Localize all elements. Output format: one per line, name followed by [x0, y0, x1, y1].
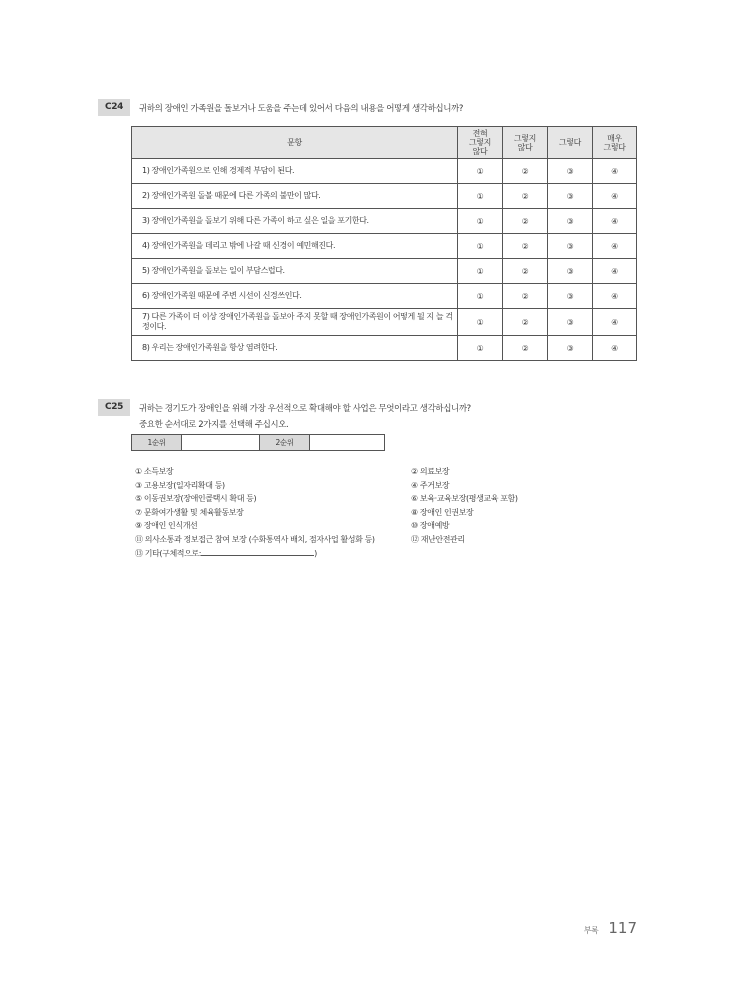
table-header-row — [132, 127, 637, 159]
option-item: ④ 주거보장 — [411, 480, 450, 490]
option-1[interactable]: ① — [458, 184, 503, 209]
option-3[interactable]: ③ — [548, 234, 593, 259]
option-4[interactable]: ④ — [593, 309, 637, 336]
table-row — [132, 259, 637, 284]
option-2[interactable]: ② — [503, 259, 548, 284]
row-text: 1) 장애인가족원으로 인해 경제적 부담이 된다. — [132, 159, 458, 184]
page-footer — [584, 919, 637, 937]
option-2[interactable]: ② — [503, 336, 548, 361]
table-row — [132, 209, 637, 234]
row-text: 3) 장애인가족원을 돌보기 위해 다른 가족이 하고 싶은 일을 포기한다. — [132, 209, 458, 234]
option-4[interactable]: ④ — [593, 336, 637, 361]
row-text: 7) 다른 가족이 더 이상 장애인가족원을 돌보아 주지 못할 때 장애인가족원이 어떻게 될 지 늘 걱정이다. — [132, 309, 458, 336]
question-text-c24: 귀하의 장애인 가족원을 돌보거나 도움을 주는데 있어서 다음의 내용을 어떻게 생각하십니까? — [139, 104, 463, 114]
option-item: ⑩ 장애예방 — [411, 521, 450, 530]
option-other — [135, 546, 375, 561]
option-item: ⑥ 보육·교육보장(평생교육 포함) — [411, 494, 518, 503]
option-item: ⑪ 의사소통과 정보접근 참여 보장 (수화통역사 배치, 점자사업 활성화 등) — [135, 534, 375, 544]
option-2[interactable]: ② — [503, 309, 548, 336]
row-text: 5) 장애인가족원을 돌보는 일이 부담스럽다. — [132, 259, 458, 284]
option-3[interactable]: ③ — [548, 209, 593, 234]
option-4[interactable]: ④ — [593, 184, 637, 209]
table-row — [132, 159, 637, 184]
row-text: 2) 장애인가족원 돌볼 때문에 다른 가족의 불만이 많다. — [132, 184, 458, 209]
options-right-column — [411, 465, 518, 546]
header-agree: 그렇다 — [548, 127, 593, 159]
option-item: ② 의료보장 — [411, 467, 450, 476]
option-3[interactable]: ③ — [548, 309, 593, 336]
other-specify-input[interactable] — [201, 546, 314, 556]
option-4[interactable]: ④ — [593, 284, 637, 309]
table-row — [132, 336, 637, 361]
survey-table-c24 — [131, 126, 637, 361]
rank1-label: 1순위 — [132, 435, 182, 450]
option-item: ⑫ 재난안전관리 — [411, 534, 465, 544]
question-text-c25-line2: 중요한 순서대로 2가지를 선택해 주십시오. — [139, 420, 289, 430]
option-4[interactable]: ④ — [593, 159, 637, 184]
option-4[interactable]: ④ — [593, 209, 637, 234]
option-item: ⑧ 장애인 인권보장 — [411, 507, 474, 517]
option-item: ① 소득보장 — [135, 467, 174, 476]
option-other-suffix: ) — [314, 549, 317, 558]
rank2-input[interactable] — [310, 435, 384, 450]
table-row — [132, 184, 637, 209]
option-1[interactable]: ① — [458, 159, 503, 184]
footer-section: 부록 — [583, 926, 599, 935]
option-3[interactable]: ③ — [548, 159, 593, 184]
row-text: 6) 장애인가족원 때문에 주변 시선이 신경쓰인다. — [132, 284, 458, 309]
question-label-c24: C24 — [98, 99, 130, 116]
option-item: ③ 고용보장(일자리확대 등) — [135, 480, 225, 490]
rank-answer-box — [131, 434, 385, 451]
option-item: ⑤ 이동권보장(장애인콜택시 확대 등) — [135, 494, 257, 503]
option-2[interactable]: ② — [503, 284, 548, 309]
option-1[interactable]: ① — [458, 234, 503, 259]
table-row — [132, 284, 637, 309]
option-item: ⑨ 장애인 인식개선 — [135, 521, 198, 530]
option-3[interactable]: ③ — [548, 284, 593, 309]
option-2[interactable]: ② — [503, 209, 548, 234]
option-1[interactable]: ① — [458, 284, 503, 309]
option-1[interactable]: ① — [458, 209, 503, 234]
row-text: 8) 우리는 장애인가족원을 항상 염려한다. — [132, 336, 458, 361]
option-2[interactable]: ② — [503, 184, 548, 209]
rank1-input[interactable] — [182, 435, 260, 450]
table-row — [132, 234, 637, 259]
rank2-label: 2순위 — [260, 435, 310, 450]
option-4[interactable]: ④ — [593, 259, 637, 284]
page-number: 117 — [608, 919, 637, 937]
header-disagree: 그렇지 않다 — [503, 127, 548, 159]
options-left-column — [135, 465, 375, 561]
option-1[interactable]: ① — [458, 259, 503, 284]
question-label-c25: C25 — [98, 399, 130, 416]
header-strongly-disagree: 전혀 그렇지 않다 — [458, 127, 503, 159]
option-other-prefix: ⑬ 기타(구체적으로: — [135, 549, 202, 558]
option-3[interactable]: ③ — [548, 184, 593, 209]
header-strongly-agree: 매우 그렇다 — [593, 127, 637, 159]
option-2[interactable]: ② — [503, 234, 548, 259]
option-item: ⑦ 문화여가생활 및 체육활동보장 — [135, 507, 244, 517]
question-text-c25-line1: 귀하는 경기도가 장애인을 위해 가장 우선적으로 확대해야 할 사업은 무엇이라고 생각하십니까? — [139, 404, 471, 414]
row-text: 4) 장애인가족원을 데리고 밖에 나갈 때 신경이 예민해진다. — [132, 234, 458, 259]
option-1[interactable]: ① — [458, 309, 503, 336]
option-4[interactable]: ④ — [593, 234, 637, 259]
option-3[interactable]: ③ — [548, 259, 593, 284]
option-1[interactable]: ① — [458, 336, 503, 361]
header-item: 문항 — [132, 127, 458, 159]
option-2[interactable]: ② — [503, 159, 548, 184]
table-row — [132, 309, 637, 336]
option-3[interactable]: ③ — [548, 336, 593, 361]
